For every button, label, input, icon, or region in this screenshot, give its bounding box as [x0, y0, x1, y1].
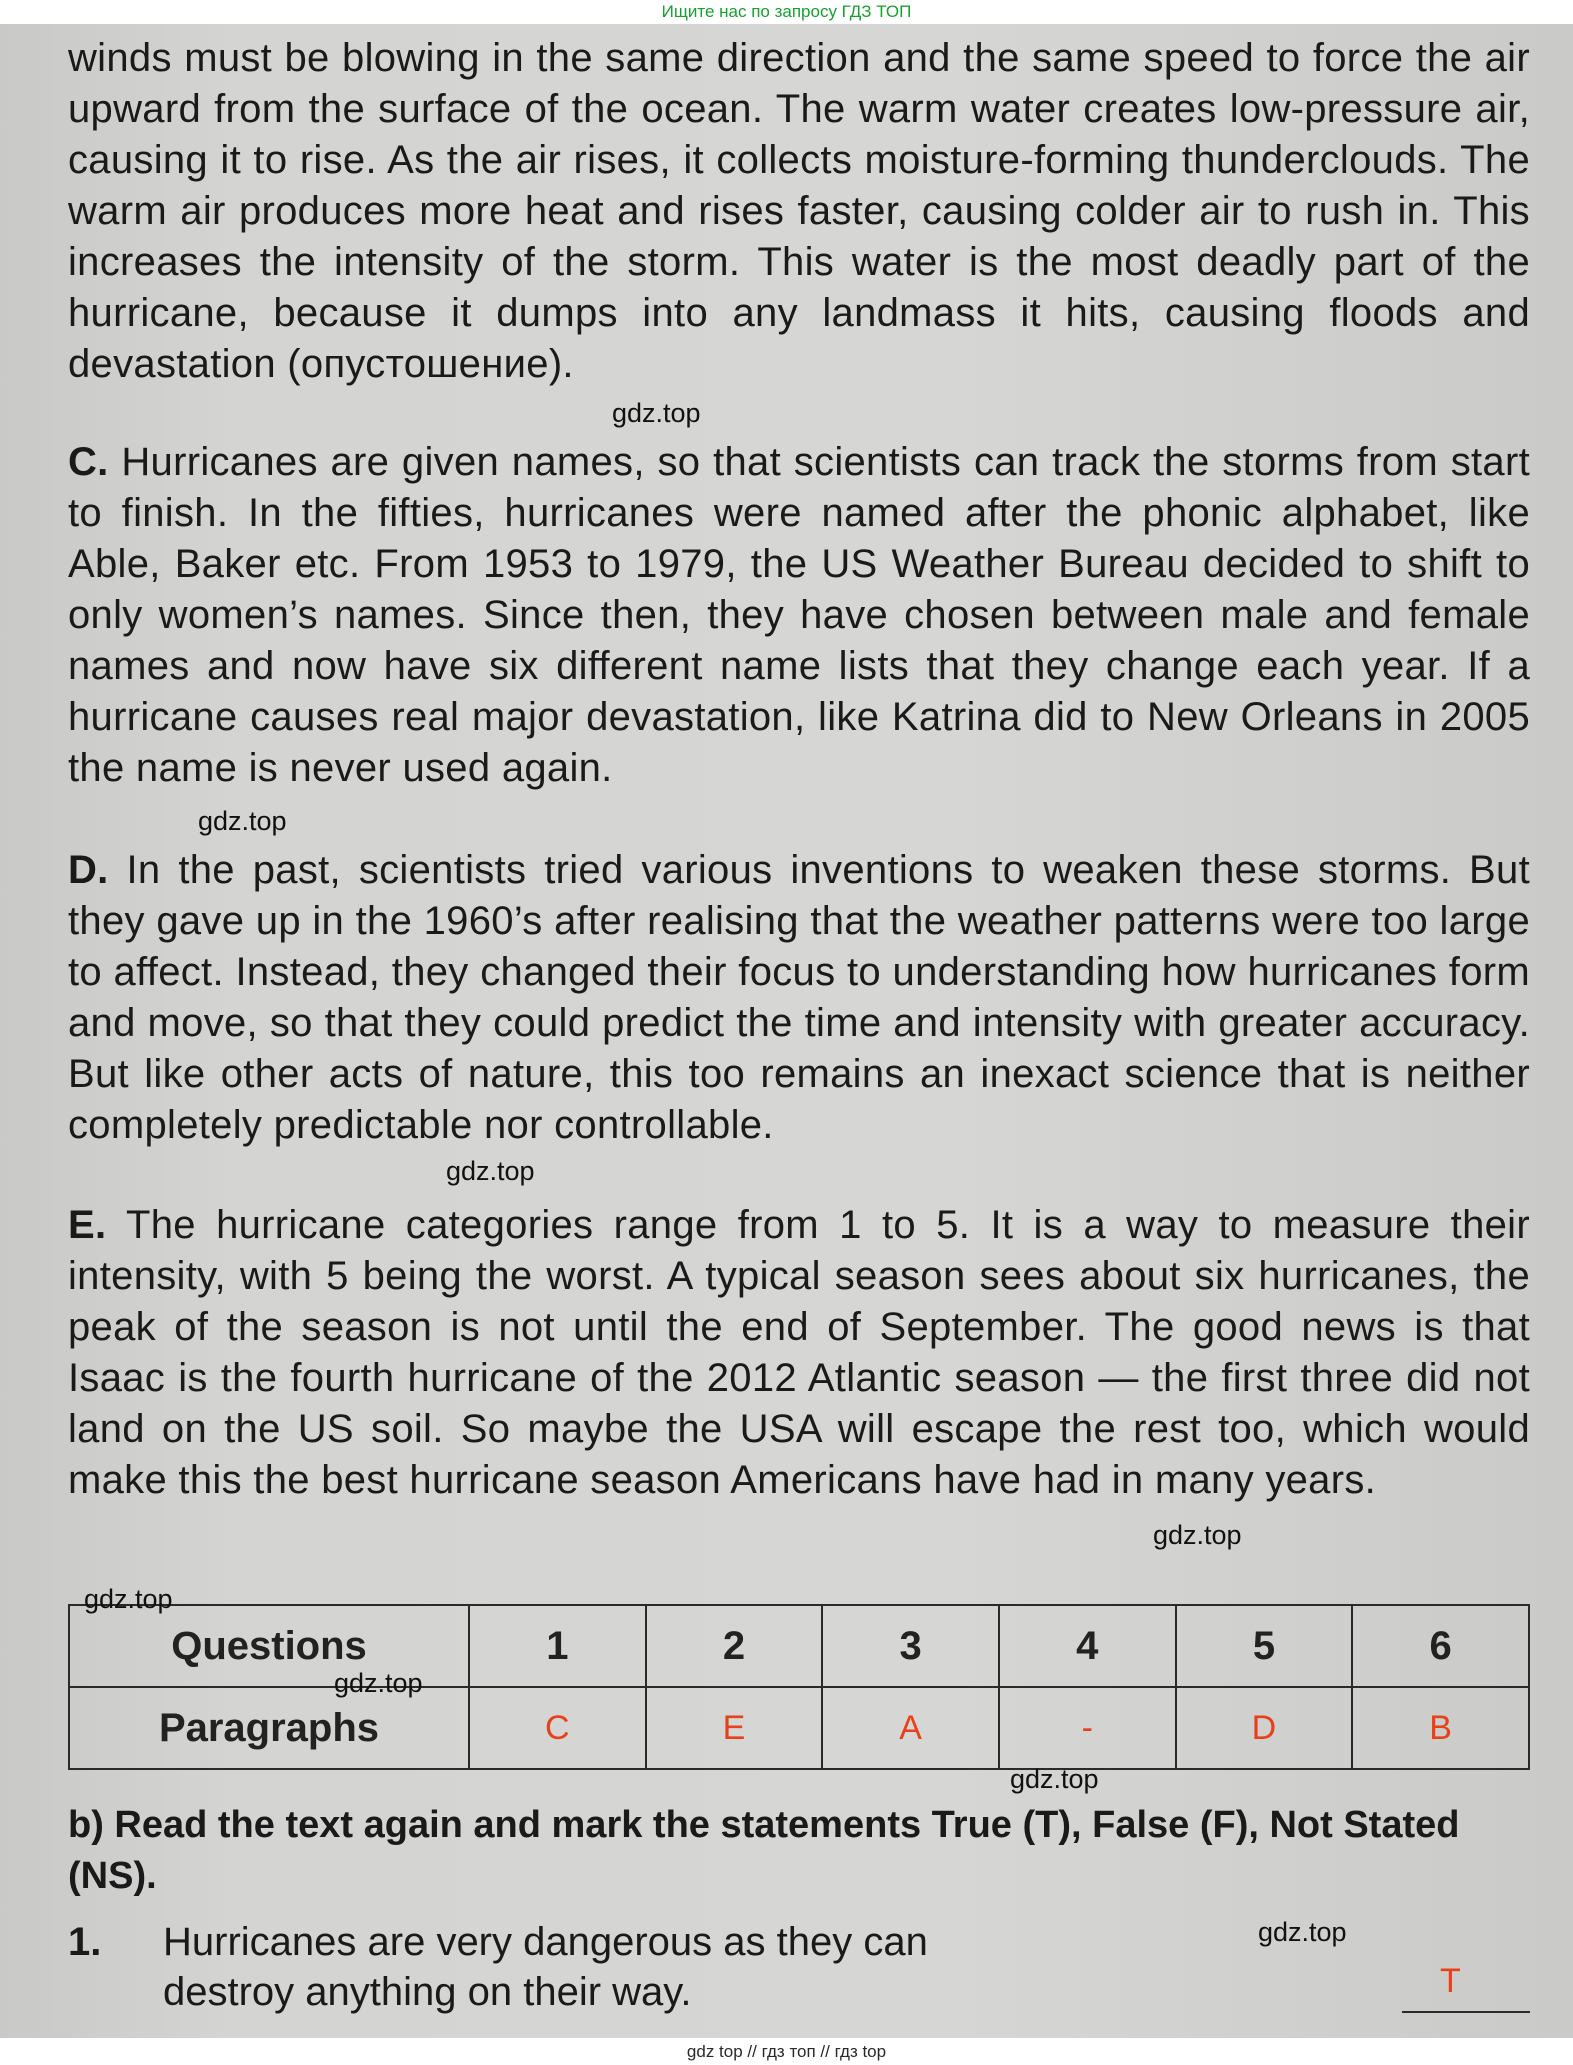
paragraph-text: Hurricanes are given names, so that scientists can track the storms from start to finish. In the fifties, hurricanes were named after the phonic alphabet, like Able, Baker etc. From 1953 to 1979, the US Weather Bureau decided to shift to only women’s names. Since then, they have chosen between male and female names and now have six different name lists that they change each year. If a hurricane causes real major devastation, like Katrina did to New Orleans in 2005 the name is never used again.	[68, 440, 1530, 790]
paragraph-continuation	[68, 33, 1530, 390]
watermark: gdz.top	[1010, 1764, 1099, 1794]
question-number: 5	[1176, 1605, 1353, 1687]
paragraph-letter: E.	[68, 1203, 107, 1247]
paragraph-letter: C.	[68, 440, 109, 484]
paragraphs-row	[69, 1687, 1529, 1769]
question-number: 6	[1352, 1605, 1529, 1687]
statement-number: 1.	[68, 1920, 102, 1964]
watermark: gdz.top	[1258, 1917, 1347, 1947]
statement-text: Hurricanes are very dangerous as they can destroy anything on their way.	[163, 1920, 928, 2014]
answer-cell: C	[469, 1687, 646, 1769]
row-label-questions: Questions	[69, 1605, 469, 1687]
top-banner[interactable]: Ищите нас по запросу ГДЗ ТОП	[0, 0, 1573, 24]
statement-answer: T	[1440, 1962, 1461, 2000]
answer-cell: B	[1352, 1687, 1529, 1769]
watermark: gdz.top	[334, 1668, 423, 1698]
matching-table	[68, 1604, 1530, 1770]
watermark: gdz.top	[446, 1156, 535, 1186]
watermark: gdz.top	[612, 398, 701, 428]
answer-cell: -	[999, 1687, 1176, 1769]
watermark: gdz.top	[1153, 1520, 1242, 1550]
paragraph-text: In the past, scientists tried various inventions to weaken these storms. But they gave up in the 1960’s after realising that the weather patterns were too large to affect. Instead, they changed their focus to understanding how hurricanes form and move, so that they could predict the time and intensity with greater accuracy. But like other acts of nature, this too remains an inexact science that is neither completely predictable nor controllable.	[68, 848, 1530, 1147]
paragraph-d	[68, 845, 1530, 1151]
paragraph-text: winds must be blowing in the same direction and the same speed to force the air upward from the surface of the ocean. The warm water creates low-pressure air, causing it to rise. As the air rises, it collects moisture-forming thunderclouds. The warm air produces more heat and rises faster, causing colder air to rush in. This increases the intensity of the storm. This water is the most deadly part of the hurricane, because it dumps into any landmass it hits, causing floods and devastation (опустошение).	[68, 36, 1530, 386]
paragraph-c	[68, 437, 1530, 794]
watermark: gdz.top	[84, 1584, 173, 1614]
watermark: gdz.top	[198, 806, 287, 836]
task-b-instruction: b) Read the text again and mark the statements True (T), False (F), Not Stated (NS).	[68, 1804, 1460, 1897]
answer-cell: E	[646, 1687, 823, 1769]
bottom-banner[interactable]: gdz top // гдз топ // гдз top	[0, 2038, 1573, 2065]
paragraph-text: The hurricane categories range from 1 to 5. It is a way to measure their intensity, with 5 being the worst. A typical season sees about six hurricanes, the peak of the season is not until the end of September. The good news is that Isaac is the fourth hurricane of the 2012 Atlantic season — the first three did not land on the US soil. So maybe the USA will escape the rest too, which would make this the best hurricane season Americans have had in many years.	[68, 1203, 1530, 1502]
questions-row	[69, 1605, 1529, 1687]
question-number: 1	[469, 1605, 646, 1687]
answer-line	[1402, 2011, 1530, 2013]
question-number: 3	[822, 1605, 999, 1687]
question-number: 2	[646, 1605, 823, 1687]
question-number: 4	[999, 1605, 1176, 1687]
paragraph-e	[68, 1200, 1530, 1506]
answer-cell: D	[1176, 1687, 1353, 1769]
answer-cell: A	[822, 1687, 999, 1769]
row-label-paragraphs: Paragraphs	[69, 1687, 469, 1769]
paragraph-letter: D.	[68, 848, 109, 892]
